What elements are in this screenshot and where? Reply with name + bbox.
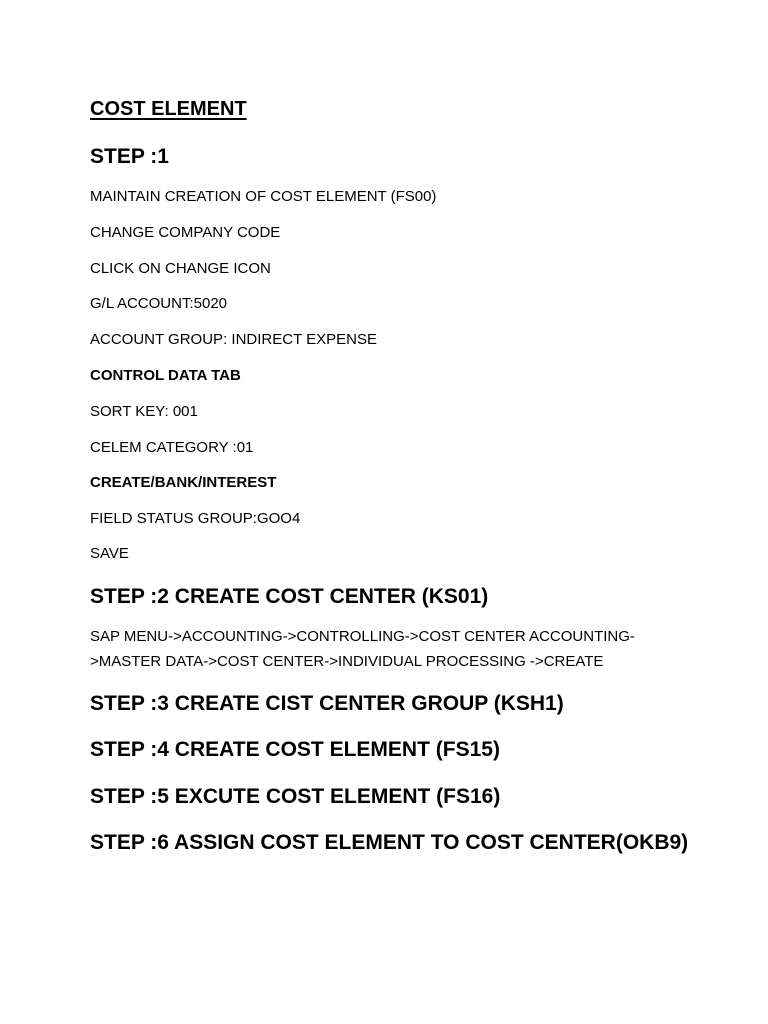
step-1-line-5: ACCOUNT GROUP: INDIRECT EXPENSE [90,331,377,348]
step-6-heading: STEP :6 ASSIGN COST ELEMENT TO COST CENTER(OKB9) [90,831,689,854]
step-1-line-8: CELEM CATEGORY :01 [90,439,254,456]
step-1-line-2: CHANGE COMPANY CODE [90,224,281,241]
step-3-heading: STEP :3 CREATE CIST CENTER GROUP (KSH1) [90,692,564,715]
step-1-line-10: FIELD STATUS GROUP:GOO4 [90,510,301,527]
document-title: COST ELEMENT [90,98,247,120]
step-1-line-9: CREATE/BANK/INTEREST [90,474,277,491]
step-2-path-line-1: SAP MENU->ACCOUNTING->CONTROLLING->COST CENTER ACCOUNTING- [90,628,635,645]
step-4-heading: STEP :4 CREATE COST ELEMENT (FS15) [90,738,500,761]
step-5-heading: STEP :5 EXCUTE COST ELEMENT (FS16) [90,785,501,808]
step-2-heading: STEP :2 CREATE COST CENTER (KS01) [90,585,489,608]
step-1-line-7: SORT KEY: 001 [90,403,198,420]
step-2-path-line-2: >MASTER DATA->COST CENTER->INDIVIDUAL PROCESSING ->CREATE [90,653,604,670]
step-1-line-4: G/L ACCOUNT:5020 [90,295,227,312]
step-1-heading: STEP :1 [90,145,169,168]
step-1-line-11: SAVE [90,545,129,562]
step-1-line-3: CLICK ON CHANGE ICON [90,260,271,277]
step-1-line-1: MAINTAIN CREATION OF COST ELEMENT (FS00) [90,188,437,205]
step-1-line-6: CONTROL DATA TAB [90,367,241,384]
